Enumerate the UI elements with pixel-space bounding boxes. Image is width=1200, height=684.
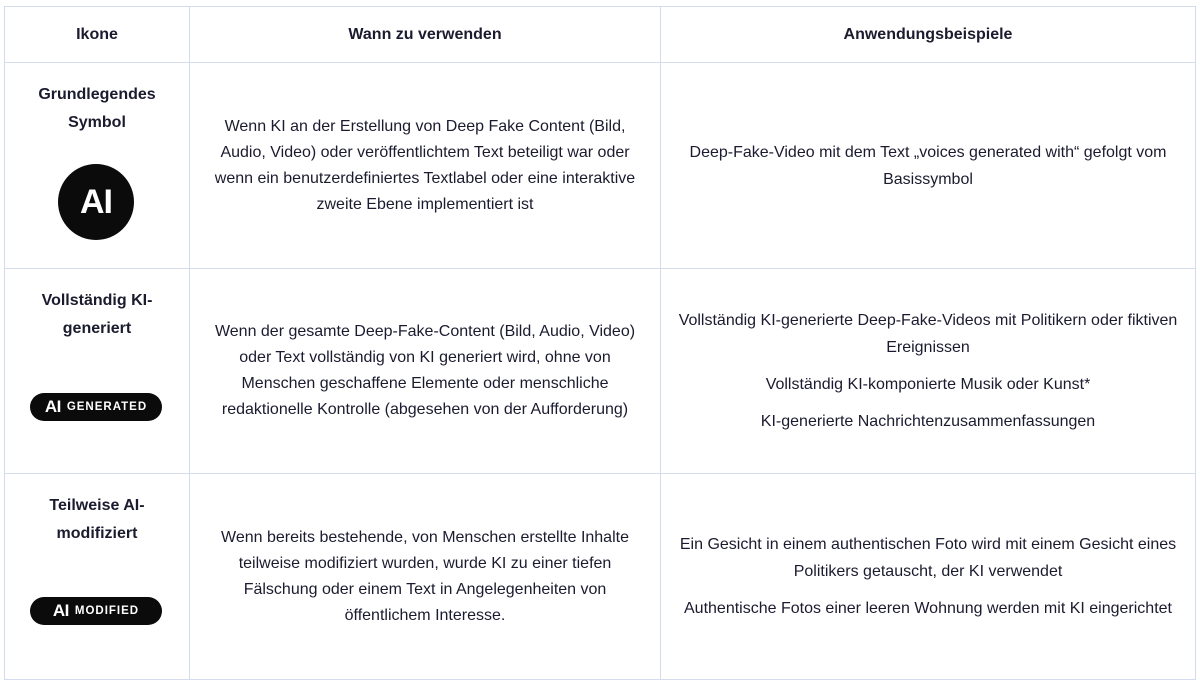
- row-basic-examples: [661, 63, 1195, 269]
- row-generated-title-line2: generiert: [62, 320, 132, 337]
- header-examples-label: Anwendungsbeispiele: [843, 25, 1013, 43]
- row-modified-when: [190, 474, 661, 679]
- row-basic-example-1: Deep-Fake-Video mit dem Text „voices generated with“ gefolgt vom Basissymbol: [689, 143, 1167, 188]
- ai-modified-badge-ai: AI: [52, 601, 69, 620]
- ai-basic-badge-icon: [58, 164, 134, 240]
- row-basic-title: [5, 81, 189, 137]
- row-generated-title: [5, 287, 189, 343]
- header-icon-label: Ikone: [76, 25, 118, 43]
- row-basic-when-text: Wenn KI an der Erstellung von Deep Fake Content (Bild, Audio, Video) oder veröffentlichtem Text beteiligt war oder wenn ein benutzerdefiniertes Textlabel oder eine interaktive zweite Ebene implementiert ist: [214, 117, 636, 213]
- header-when-label: Wann zu verwenden: [348, 25, 502, 43]
- row-generated-when: [190, 269, 661, 474]
- row-modified-example-2: Authentische Fotos einer leeren Wohnung werden mit KI eingerichtet: [684, 600, 1172, 617]
- row-modified-example-1: Ein Gesicht in einem authentischen Foto wird mit einem Gesicht eines Politikers getauscht, der KI verwendet: [679, 536, 1177, 580]
- ai-modified-badge-icon: [30, 597, 162, 625]
- row-generated-examples: [661, 269, 1195, 474]
- ai-modified-badge-word: MODIFIED: [74, 605, 140, 617]
- ai-basic-badge-text: AI: [80, 183, 112, 221]
- header-examples: [661, 7, 1195, 63]
- row-modified-when-text: Wenn bereits bestehende, von Menschen erstellte Inhalte teilweise modifiziert wurden, wurde KI zu einer tiefen Fälschung oder einem Text in Angelegenheiten von öffentlichem Interesse.: [221, 528, 629, 624]
- row-basic-icon-cell: [5, 63, 190, 269]
- row-generated-example-1: Vollständig KI-generierte Deep-Fake-Videos mit Politikern oder fiktiven Ereignissen: [678, 312, 1178, 356]
- row-generated-title-line1: Vollständig KI-: [41, 292, 153, 309]
- ai-label-table: [4, 6, 1196, 680]
- ai-generated-badge-word: GENERATED: [66, 401, 148, 413]
- row-modified-title-line1: Teilweise AI-: [49, 497, 145, 514]
- row-basic-title-line2: Symbol: [68, 114, 126, 131]
- row-generated-when-text: Wenn der gesamte Deep-Fake-Content (Bild, Audio, Video) oder Text vollständig von KI generiert wird, ohne von Menschen geschaffene Elemente oder menschliche redaktionelle Kontrolle (abgesehen von der Aufforderung): [214, 323, 636, 418]
- header-when: [190, 7, 661, 63]
- row-generated-example-3: KI-generierte Nachrichtenzusammenfassungen: [760, 413, 1096, 430]
- row-basic-when: [190, 63, 661, 269]
- row-modified-title: [5, 492, 189, 548]
- header-icon: [5, 7, 190, 63]
- row-basic-title-line1: Grundlegendes: [38, 86, 156, 103]
- ai-generated-badge-icon: [30, 393, 162, 421]
- row-modified-title-line2: modifiziert: [56, 525, 138, 542]
- row-generated-icon-cell: [5, 269, 190, 474]
- row-modified-icon-cell: [5, 474, 190, 679]
- row-generated-example-2: Vollständig KI-komponierte Musik oder Kunst*: [765, 376, 1091, 393]
- row-modified-examples: [661, 474, 1195, 679]
- ai-generated-badge-ai: AI: [44, 397, 61, 416]
